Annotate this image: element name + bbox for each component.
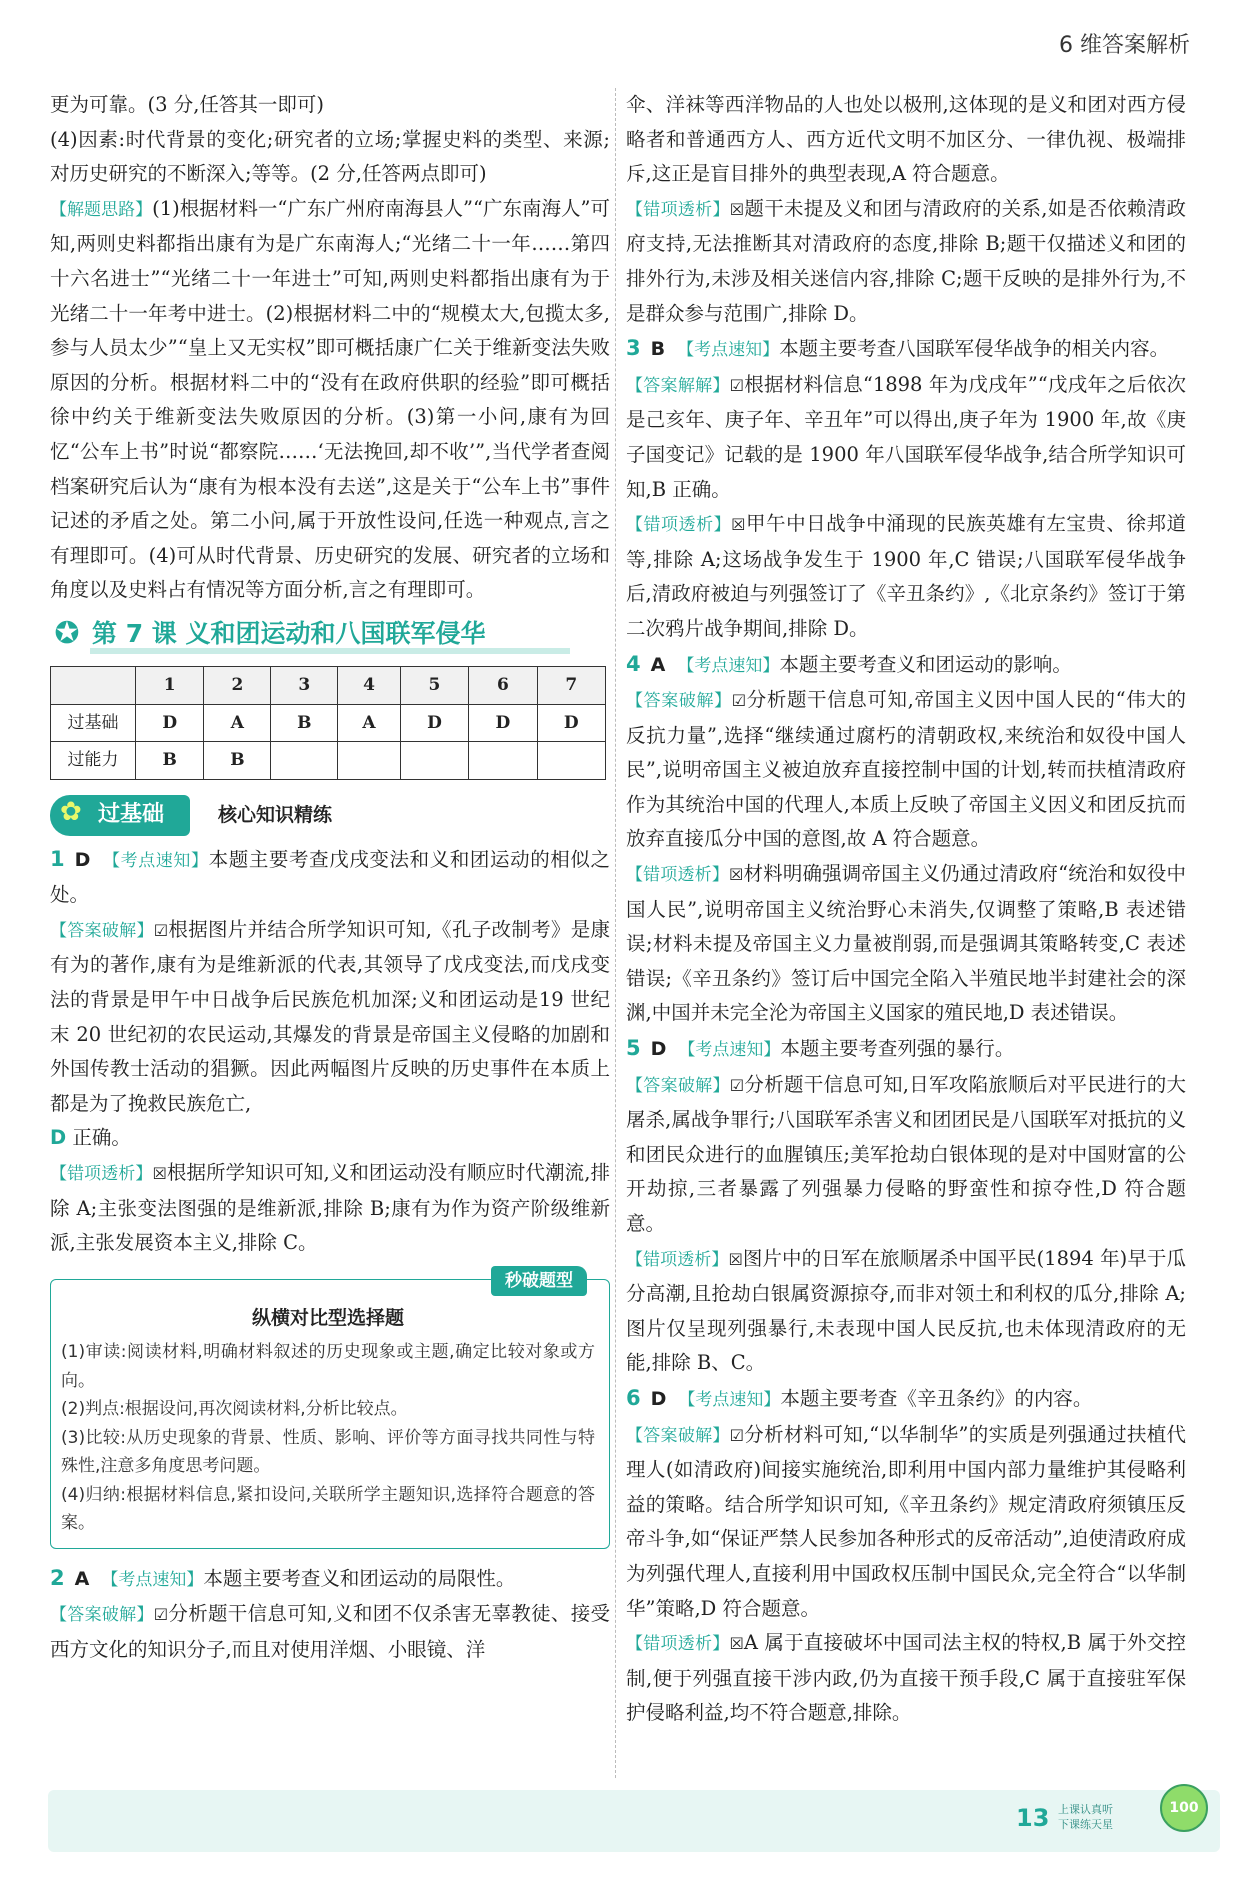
paragraph-text: 材料明确强调帝国主义仍通过清政府“统治和奴役中国人民”,说明帝国主义统治野心未消失,仅调整了策略,B 表述错误;材料未提及帝国主义力量被削弱,而是强调其策略转变,C 表述错误;《辛丑条约》签订后中国完全陷入半殖民地半封建社会的深渊,中国并未完全沦为帝国主义国家的殖民地,D 表述错误。 [626, 862, 1187, 1025]
table-cell: A [204, 704, 271, 742]
table-cell [338, 742, 400, 780]
table-cell [469, 742, 537, 780]
check-icon: ☑ [153, 920, 169, 940]
check-icon: ☑ [729, 375, 744, 395]
paragraph [50, 192, 610, 608]
table-cell: 6 [469, 666, 537, 704]
cross-icon: ☒ [731, 515, 746, 535]
section-tag: 【 错项透析 】 [626, 515, 731, 535]
table-cell: B [136, 742, 204, 780]
check-icon: ☑ [153, 1605, 169, 1625]
lesson-heading [50, 612, 570, 656]
answer-table [50, 666, 606, 780]
slogan-line: 下课练天星 [1058, 1818, 1113, 1831]
question-number: 3 [626, 336, 641, 361]
paragraph-text: 正确。 [72, 1126, 131, 1150]
question-number: 6 [626, 1385, 641, 1410]
paragraph: 更为可靠。(3 分,任答其一即可) [50, 93, 325, 116]
question-5 [626, 1031, 1186, 1068]
table-cell: 2 [204, 666, 271, 704]
paragraph: 伞、洋袜等西洋物品的人也处以极刑,这体现的是义和团对西方侵略者和普通西方人、西方近代文明不加区分、一律仇视、极端排斥,这正是盲目排外的典型表现,A 符合题意。 [626, 93, 1186, 186]
section-tag: 【 答案破解 】 [626, 691, 732, 711]
section-tag: 【 答案破解 】 [50, 921, 154, 941]
section-tag: 【 考点速知 】 [677, 656, 779, 676]
paragraph-text: 本题主要考查八国联军侵华战争的相关内容。 [779, 337, 1170, 361]
paragraph-text: 本题主要考查列强的暴行。 [780, 1037, 1015, 1061]
table-cell: D [136, 704, 204, 742]
cross-icon: ☒ [729, 199, 745, 219]
table-header-row [51, 666, 606, 704]
section-tag: 【 考点速知 】 [678, 1040, 780, 1060]
question-answer: A [650, 653, 666, 676]
paragraph-text: 根据材料信息“1898 年为戊戌年”“戊戌年之后依次是己亥年、庚子年、辛丑年”可以得出,庚子年为 1900 年,故《庚子国变记》记载的是 1900 年八国联军侵华战争,结合所学知识可知,B 正确。 [626, 372, 1187, 501]
mascot-icon: 100 [1160, 1784, 1208, 1832]
paragraph-text: (1)根据材料一“广东广州府南海县人”“广东南海人”可知,两则史料都指出康有为是广东南海人;“光绪二十一年……第四十六名进士”“光绪二十一年进士”可知,两则史料都指出康有为于光绪二十一年考中进士。(2)根据材料二中的“规模太大,包揽太多,参与人员太少”“皇上又无实权”即可概括康广仁关于维新变法失败原因的分析。根据材料二中的“没有在政府供职的经验”即可概括徐中约关于维新变法失败原因的分析。(3)第一小问,康有为回忆“公车上书”时说“都察院……‘无法挽回,却不收’”,当代学者查阅档案研究后认为“康有为根本没有去送”,这是关于“公车上书”事件记述的矛盾之处。第二小问,属于开放性设问,任选一种观点,言之有理即可。(4)可从时代背景、历史研究的发展、研究者的立场和角度以及史料占有情况等方面分析,言之有理即可。 [50, 196, 611, 602]
table-cell: D [537, 704, 605, 742]
table-cell [271, 742, 338, 780]
table-cell: B [204, 742, 271, 780]
paragraph-text: 题干未提及义和团与清政府的关系,如是否依赖清政府支持,无法推断其对清政府的态度,排除 B;题干仅描述义和团的排外行为,未涉及相关迷信内容,排除 C;题干反映的是排外行为,不是群众参与范围广,排除 D。 [626, 196, 1187, 325]
paragraph [50, 1597, 610, 1667]
right-column [626, 88, 1186, 1731]
question-number: 2 [50, 1565, 65, 1590]
paragraph-text: 根据图片并结合所学知识可知,《孔子改制考》是康有为的著作,康有为是维新派的代表,其领导了戊戌变法,而戊戌变法的背景是甲午中日战争后民族危机加深;义和团运动是19 世纪末 20 世纪初的农民运动,其爆发的背景是帝国主义侵略的加剧和外国传教士活动的猖獗。因此两幅图片反映的历史事件在本质上都是为了挽救民族危亡, [50, 917, 611, 1115]
table-cell: 过基础 [51, 704, 136, 742]
question-answer: B [650, 338, 666, 361]
paragraph-text: 分析材料可知,“以华制华”的实质是列强通过扶植代理人(如清政府)间接实施统治,即利用中国内部力量维护其侵略利益的策略。结合所学知识可知,《辛丑条约》规定清政府须镇压反帝斗争,如“保证严禁人民参加各种形式的反帝活动”,迫使清政府成为列强代理人,直接利用中国政权压制中国民众,完全符合“以华制华”策略,D 符合题意。 [626, 1422, 1187, 1620]
tip-item: (1)审读:阅读材料,明确材料叙述的历史现象或主题,确定比较对象或方向。 [61, 1342, 595, 1391]
paragraph-text: 分析题干信息可知,日军攻陷旅顺后对平民进行的大屠杀,属战争罪行;八国联军杀害义和团团民是八国联军对抵抗的义和团民众进行的血腥镇压;美军抢劫白银体现的是对中国财富的公开劫掠,三者暴露了列强暴力侵略的野蛮性和掠夺性,D 符合题意。 [626, 1072, 1187, 1235]
cross-icon: ☒ [729, 1634, 744, 1654]
table-cell: D [400, 704, 468, 742]
lesson-title: 第 7 课 义和团运动和八国联军侵华 [92, 618, 486, 648]
paragraph [626, 1626, 1186, 1731]
paragraph-text: 本题主要考查义和团运动的影响。 [779, 652, 1072, 676]
paragraph [50, 913, 610, 1156]
page-footer [48, 1790, 1220, 1852]
star-icon: ✪ [54, 615, 80, 651]
paragraph [626, 192, 1186, 331]
section-tag: 【 答案破解 】 [626, 1076, 730, 1096]
question-4 [626, 647, 1186, 684]
section-tag: 【 解题思路 】 [50, 200, 152, 220]
table-cell [400, 742, 468, 780]
question-answer: D [74, 848, 91, 871]
slogan-line: 上课认真听 [1058, 1803, 1113, 1816]
section-tag: 【 错项透析 】 [50, 1164, 152, 1184]
table-row [51, 742, 606, 780]
paragraph-text: 根据所学知识可知,义和团运动没有顺应时代潮流,排除 A;主张变法图强的是维新派,排除 B;康有为作为资产阶级维新派,主张发展资本主义,排除 C。 [50, 1161, 611, 1255]
banner-pill: ✿ 过基础 [50, 795, 190, 836]
table-cell [537, 742, 605, 780]
cross-icon: ☒ [728, 1249, 743, 1269]
banner-subtitle: 核心知识精练 [218, 804, 333, 827]
paragraph-text: 甲午中日战争中涌现的民族英雄有左宝贵、徐邦道等,排除 A;这场战争发生于 1900 年,C 错误;八国联军侵华战争后,清政府被迫与列强签订了《辛丑条约》,《北京条约》签订于第二次鸦片战争期间,排除 D。 [626, 512, 1187, 640]
left-column [50, 88, 610, 1668]
check-icon: ☑ [729, 1425, 745, 1445]
table-cell: 5 [400, 666, 468, 704]
table-cell: 3 [271, 666, 338, 704]
paragraph-text: 图片中的日军在旅顺屠杀中国平民(1894 年)早于瓜分高潮,且抢劫白银属资源掠夺,而非对领土和利权的瓜分,排除 A;图片仅呈现列强暴行,未表现中国人民反抗,也未体现清政府的无能,排除 B、C。 [626, 1246, 1186, 1375]
paragraph-text: 本题主要考查义和团运动的局限性。 [203, 1566, 516, 1590]
table-cell: 过能力 [51, 742, 136, 780]
question-6 [626, 1381, 1186, 1418]
table-row [51, 704, 606, 742]
section-tag: 【 错项透析 】 [626, 1634, 729, 1654]
table-cell [51, 666, 136, 704]
section-tag: 【 错项透析 】 [626, 200, 730, 220]
footer-slogan [1058, 1802, 1113, 1832]
answer-letter: D [50, 1126, 67, 1150]
paragraph-text: 本题主要考查《辛丑条约》的内容。 [780, 1386, 1093, 1410]
table-cell: 7 [537, 666, 605, 704]
table-cell: 4 [338, 666, 400, 704]
title-underline [90, 648, 570, 654]
tip-box [50, 1270, 610, 1549]
section-tag: 【 错项透析 】 [626, 1250, 728, 1270]
question-number: 1 [50, 846, 65, 871]
section-tag: 【 考点速知 】 [102, 851, 208, 871]
paragraph [626, 1418, 1186, 1627]
paragraph [626, 857, 1186, 1031]
paragraph: (4)因素:时代背景的变化;研究者的立场;掌握史料的类型、来源;对历史研究的不断深入;等等。(2 分,任答两点即可) [50, 127, 610, 186]
section-tag: 【 考点速知 】 [101, 1570, 203, 1590]
tip-badge: 秒破题型 [491, 1266, 587, 1297]
section-tag: 【 错项透析 】 [626, 865, 729, 885]
table-cell: 1 [136, 666, 204, 704]
tip-item: (4)归纳:根据材料信息,紧扣设问,关联所学主题知识,选择符合题意的答案。 [61, 1484, 595, 1534]
page-number: 13 [1016, 1804, 1050, 1832]
table-cell: D [469, 704, 537, 742]
question-answer: D [650, 1038, 667, 1061]
paragraph [626, 368, 1186, 507]
table-cell: B [271, 704, 338, 742]
check-icon: ☑ [731, 691, 747, 711]
paragraph [50, 1156, 610, 1261]
paragraph [626, 1068, 1186, 1242]
paragraph [626, 507, 1186, 646]
cross-icon: ☒ [152, 1164, 167, 1184]
tip-title: 纵横对比型选择题 [251, 1306, 404, 1329]
question-answer: A [74, 1567, 90, 1590]
section-tag: 【 考点速知 】 [678, 1390, 780, 1410]
question-number: 5 [626, 1036, 641, 1061]
paragraph-text: 分析题干信息可知,义和团不仅杀害无辜教徒、接受西方文化的知识分子,而且对使用洋烟、小眼镜、洋 [50, 1602, 611, 1661]
paragraph [626, 1242, 1186, 1381]
question-answer: D [650, 1387, 667, 1410]
question-2 [50, 1561, 610, 1598]
tip-item: (2)判点:根据设问,再次阅读材料,分析比较点。 [61, 1399, 408, 1420]
cross-icon: ☒ [729, 865, 744, 885]
table-cell: A [338, 704, 400, 742]
section-tag: 【 答案破解 】 [626, 1426, 730, 1446]
paragraph-text: A 属于直接破坏中国司法主权的特权,B 属于外交控制,便于列强直接干涉内政,仍为直接干预手段,C 属于直接驻军保护侵略利益,均不符合题意,排除。 [626, 1631, 1187, 1725]
paragraph-text: 分析题干信息可知,帝国主义因中国人民的“伟大的反抗力量”,选择“继续通过腐朽的清朝政权,来统治和奴役中国人民”,说明帝国主义被迫放弃直接控制中国的计划,转而扶植清政府作为其统治中国的代理人,本质上反映了帝国主义因义和团反抗而放弃直接瓜分中国的意图,故 A 符合题意。 [626, 688, 1187, 851]
section-tag: 【 答案破解 】 [50, 1605, 154, 1625]
tip-item: (3)比较:从历史现象的背景、性质、影响、评价等方面寻找共同性与特殊性,注意多角度思考问题。 [61, 1427, 595, 1477]
page-header-title: 6 维答案解析 [1059, 33, 1190, 58]
paragraph [626, 683, 1186, 857]
section-banner [50, 796, 610, 836]
question-1 [50, 842, 610, 913]
check-icon: ☑ [729, 1075, 745, 1095]
section-tag: 【 考点速知 】 [677, 340, 779, 360]
question-number: 4 [626, 651, 641, 676]
section-tag: 【 答案解解 】 [626, 376, 730, 396]
paragraph-text: 本题主要考查戊戌变法和义和团运动的相似之处。 [50, 847, 611, 907]
column-divider [615, 88, 616, 1778]
question-3 [626, 331, 1186, 368]
